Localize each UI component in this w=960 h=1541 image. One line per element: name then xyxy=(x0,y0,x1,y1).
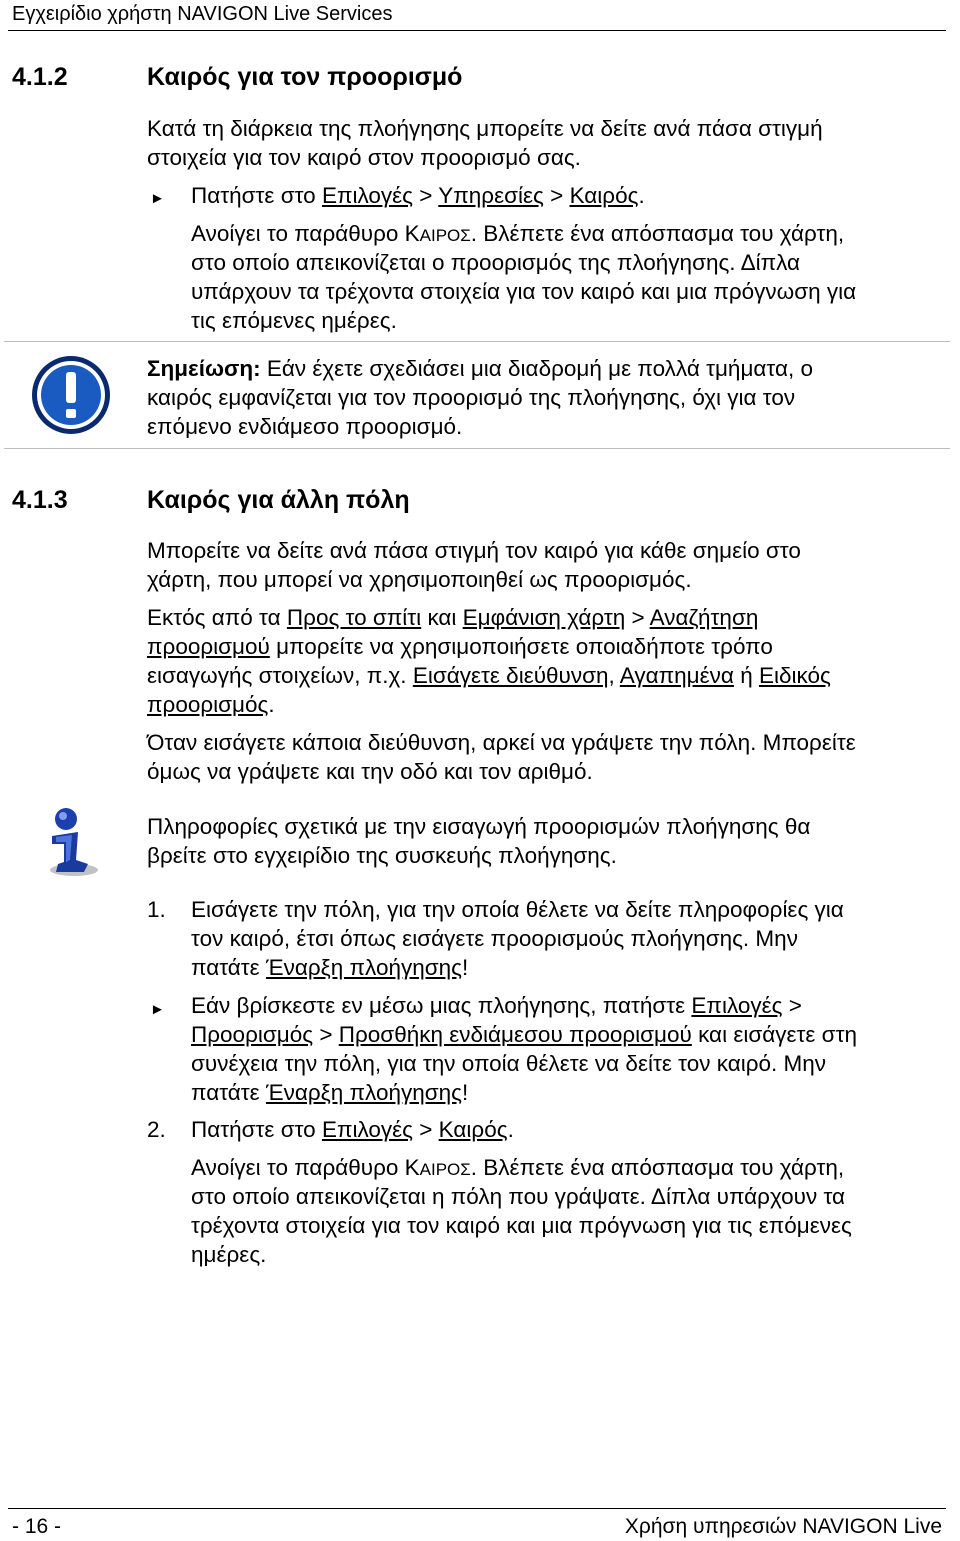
header-rule xyxy=(8,30,946,31)
link-home[interactable]: Προς το σπίτι xyxy=(286,605,422,630)
link-show-map[interactable]: Εμφάνιση χάρτη xyxy=(462,605,626,630)
bullet-line-3: συνέχεια την πόλη, για την οποία θέλετε να δείτε τον καιρό. Μην xyxy=(191,1051,827,1076)
step-1-line-1: Εισάγετε την πόλη, για την οποία θέλετε να δείτε πληροφορίες για xyxy=(191,897,844,922)
intro-line-1: Κατά τη διάρκεια της πλοήγησης μπορείτε να δείτε ανά πάσα στιγμή xyxy=(147,116,823,141)
result2-line-2: στο οποίο απεικονίζεται η πόλη που γράψατε. Δίπλα υπάρχουν τα xyxy=(191,1184,846,1209)
section-title-4-1-2: Καιρός για τον προορισμό xyxy=(147,63,463,91)
section-number-4-1-3: 4.1.3 xyxy=(12,486,68,514)
link-start-navigation[interactable]: Έναρξη πλοήγησης xyxy=(265,955,462,980)
link-special-destination[interactable]: Ειδικός xyxy=(758,663,831,688)
p2-line-1: Εκτός από τα Προς το σπίτι και Εμφάνιση χάρτη > Αναζήτηση xyxy=(147,605,759,630)
result-line-2: στο οποίο απεικονίζεται ο προορισμός της πλοήγησης. Δίπλα xyxy=(191,250,801,275)
note-line-2: καιρός εμφανίζεται για τον προορισμό της πλοήγησης, όχι για τον xyxy=(147,385,796,410)
info-line-1: Πληροφορίες σχετικά με την εισαγωγή προορισμών πλοήγησης θα xyxy=(147,814,811,839)
link-services[interactable]: Υπηρεσίες xyxy=(438,183,544,208)
footer-section: Χρήση υπηρεσιών NAVIGON Live xyxy=(624,1515,942,1538)
p3-line-2: όμως να γράψετε και την οδό και τον αριθμό. xyxy=(147,759,593,784)
step-1-line-3: πατάτε Έναρξη πλοήγησης! xyxy=(191,955,469,980)
bullet-arrow-icon: ► xyxy=(150,190,165,207)
step-1-line-2: τον καιρό, έτσι όπως εισάγετε προορισμούς πλοήγησης. Μην xyxy=(191,926,798,951)
link-enter-address[interactable]: Εισάγετε διεύθυνση xyxy=(412,663,609,688)
p1-line-2: χάρτη, που μπορεί να χρησιμοποιηθεί ως προορισμός. xyxy=(147,567,692,592)
step-1-number: 1. xyxy=(147,897,166,922)
bullet-line-2: Προορισμός > Προσθήκη ενδιάμεσου προορισμού και εισάγετε στη xyxy=(191,1022,857,1047)
step-instruction: Πατήστε στο Επιλογές > Υπηρεσίες > Καιρός. xyxy=(191,183,645,208)
note-label: Σημείωση: xyxy=(147,356,261,381)
page-number: - 16 - xyxy=(12,1515,62,1538)
running-header: Εγχειρίδιο χρήστη NAVIGON Live Services xyxy=(12,3,393,25)
bullet-arrow-icon-2: ► xyxy=(150,1001,165,1018)
result2-line-3: τρέχοντα στοιχεία για τον καιρό και μια πρόγνωση για τις επόμενες xyxy=(191,1213,852,1238)
p2-line-4: προορισμός. xyxy=(147,692,275,717)
note-bottom-rule xyxy=(4,448,950,449)
bullet-line-4: πατάτε Έναρξη πλοήγησης! xyxy=(191,1080,469,1105)
section-number-4-1-2: 4.1.2 xyxy=(12,63,68,91)
exclamation-icon xyxy=(30,354,112,436)
link-weather[interactable]: Καιρός xyxy=(569,183,639,208)
p2-line-2: προορισμού μπορείτε να χρησιμοποιήσετε οποιαδήποτε τρόπο xyxy=(147,634,773,659)
note-line-1: Σημείωση: Εάν έχετε σχεδιάσει μια διαδρομή με πολλά τμήματα, ο xyxy=(147,356,814,381)
footer-rule xyxy=(8,1508,946,1509)
link-start-navigation-2[interactable]: Έναρξη πλοήγησης xyxy=(265,1080,462,1105)
info-person-icon xyxy=(36,806,102,878)
result-line-1: Ανοίγει το παράθυρο ΚΑΙΡΟΣ. Βλέπετε ένα απόσπασμα του χάρτη, xyxy=(191,221,845,246)
link-options-2[interactable]: Επιλογές xyxy=(691,993,783,1018)
p1-line-1: Μπορείτε να δείτε ανά πάσα στιγμή τον καιρό για κάθε σημείο στο xyxy=(147,538,801,563)
link-favorites[interactable]: Αγαπημένα xyxy=(619,663,734,688)
note-top-rule xyxy=(4,341,950,342)
bullet-line-1: Εάν βρίσκεστε εν μέσω μιας πλοήγησης, πατήστε Επιλογές > xyxy=(191,993,802,1018)
link-destination[interactable]: Προορισμός xyxy=(191,1022,314,1047)
note-line-3: επόμενο ενδιάμεσο προορισμό. xyxy=(147,414,463,439)
section-title-4-1-3: Καιρός για άλλη πόλη xyxy=(147,486,410,514)
p3-line-1: Όταν εισάγετε κάποια διεύθυνση, αρκεί να γράψετε την πόλη. Μπορείτε xyxy=(147,730,856,755)
link-options-3[interactable]: Επιλογές xyxy=(321,1117,414,1142)
link-weather-2[interactable]: Καιρός xyxy=(438,1117,508,1142)
link-special-destination-cont[interactable]: προορισμός xyxy=(147,692,269,717)
result-line-4: τις επόμενες ημέρες. xyxy=(191,308,397,333)
intro-line-2: στοιχεία για τον καιρό στον προορισμό σας. xyxy=(147,145,581,170)
link-options[interactable]: Επιλογές xyxy=(321,183,414,208)
result2-line-4: ημέρες. xyxy=(191,1242,267,1267)
info-line-2: βρείτε στο εγχειρίδιο της συσκευής πλοήγησης. xyxy=(147,843,617,868)
link-search-destination[interactable]: Αναζήτηση xyxy=(649,605,759,630)
result2-line-1: Ανοίγει το παράθυρο ΚΑΙΡΟΣ. Βλέπετε ένα απόσπασμα του χάρτη, xyxy=(191,1155,845,1180)
link-add-waypoint[interactable]: Προσθήκη ενδιάμεσου προορισμού xyxy=(338,1022,692,1047)
step-2-line-1: Πατήστε στο Επιλογές > Καιρός. xyxy=(191,1117,514,1142)
p2-line-3: εισαγωγής στοιχείων, π.χ. Εισάγετε διεύθυνση, Αγαπημένα ή Ειδικός xyxy=(147,663,831,688)
result-line-3: υπάρχουν τα τρέχοντα στοιχεία για τον καιρό και μια πρόγνωση για xyxy=(191,279,857,304)
link-search-destination-cont[interactable]: προορισμού xyxy=(147,634,270,659)
step-2-number: 2. xyxy=(147,1117,166,1142)
